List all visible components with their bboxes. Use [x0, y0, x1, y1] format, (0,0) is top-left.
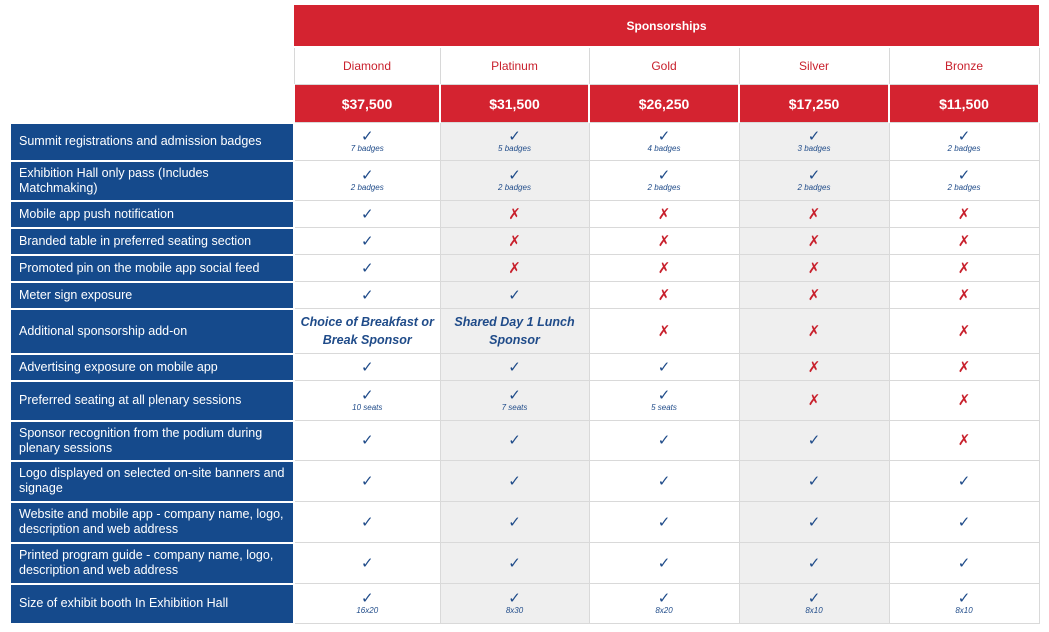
benefit-label: Printed program guide - company name, logo, description and web address [10, 543, 294, 584]
benefit-row [10, 123, 1039, 161]
quantity-note: 2 badges [947, 183, 981, 192]
tier-price-gold: $26,250 [589, 85, 739, 123]
benefit-row [10, 381, 1039, 421]
checkmark-icon: ✓ [657, 554, 671, 572]
benefit-row [10, 421, 1039, 461]
benefit-cell-bronze [889, 461, 1039, 502]
benefit-cell-bronze [889, 201, 1039, 228]
benefit-cell-diamond [294, 543, 440, 584]
addon-text: Choice of Breakfast or Break Sponsor [300, 315, 434, 347]
benefit-cell-platinum [440, 255, 589, 282]
benefit-label: Website and mobile app - company name, logo, description and web address [10, 502, 294, 543]
cross-icon: ✗ [807, 392, 821, 409]
benefit-cell-silver [739, 381, 889, 421]
benefit-label: Logo displayed on selected on-site banners and signage [10, 461, 294, 502]
benefit-cell-gold [589, 543, 739, 584]
benefit-cell-silver [739, 161, 889, 201]
benefit-cell-platinum [440, 421, 589, 461]
corner-blank [10, 5, 294, 123]
benefit-cell-silver [739, 123, 889, 161]
checkmark-icon: ✓ [807, 590, 821, 607]
checkmark-icon: ✓ [657, 432, 671, 449]
benefit-label: Additional sponsorship add-on [10, 309, 294, 354]
benefit-cell-gold [589, 461, 739, 502]
benefit-row [10, 354, 1039, 381]
checkmark-icon: ✓ [508, 513, 521, 531]
benefit-label: Sponsor recognition from the podium during plenary sessions [10, 421, 294, 461]
sponsorships-title: Sponsorships [294, 5, 1039, 47]
benefit-cell-silver [739, 201, 889, 228]
benefit-cell-silver [739, 255, 889, 282]
benefit-label: Advertising exposure on mobile app [10, 354, 294, 381]
checkmark-icon: ✓ [508, 286, 521, 304]
benefit-cell-silver [739, 461, 889, 502]
benefit-cell-diamond [294, 421, 440, 461]
checkmark-icon: ✓ [360, 554, 374, 572]
quantity-note: 3 badges [797, 144, 831, 153]
checkmark-icon: ✓ [360, 259, 374, 277]
checkmark-icon: ✓ [957, 128, 971, 145]
tier-price-platinum: $31,500 [440, 85, 589, 123]
benefit-row [10, 228, 1039, 255]
benefit-cell-platinum [440, 161, 589, 201]
benefit-cell-platinum [440, 282, 589, 309]
quantity-note: 8x10 [955, 606, 973, 615]
tier-name-silver: Silver [739, 47, 889, 85]
quantity-note: 2 badges [647, 183, 681, 192]
cross-icon: ✗ [508, 259, 521, 277]
checkmark-icon: ✓ [360, 232, 374, 250]
banner-row [10, 5, 1039, 47]
checkmark-icon: ✓ [657, 167, 671, 184]
quantity-note: 2 badges [350, 183, 384, 192]
benefit-rows [10, 123, 1039, 624]
benefit-cell-diamond [294, 228, 440, 255]
benefit-row [10, 201, 1039, 228]
benefit-cell-bronze [889, 502, 1039, 543]
checkmark-icon: ✓ [807, 432, 821, 449]
benefit-cell-bronze [889, 381, 1039, 421]
benefit-row [10, 309, 1039, 354]
checkmark-icon: ✓ [360, 432, 374, 449]
checkmark-icon: ✓ [360, 387, 374, 404]
benefit-cell-platinum [440, 461, 589, 502]
benefit-cell-gold [589, 354, 739, 381]
checkmark-icon: ✓ [508, 128, 521, 145]
cross-icon: ✗ [657, 232, 671, 250]
benefit-cell-diamond [294, 502, 440, 543]
quantity-note: 16x20 [356, 606, 379, 615]
cross-icon: ✗ [508, 232, 521, 250]
checkmark-icon: ✓ [360, 513, 374, 531]
benefit-cell-diamond [294, 282, 440, 309]
benefit-cell-diamond [294, 309, 440, 354]
benefit-cell-bronze [889, 228, 1039, 255]
cross-icon: ✗ [807, 259, 821, 277]
benefit-cell-platinum [440, 123, 589, 161]
benefit-cell-bronze [889, 354, 1039, 381]
benefit-cell-platinum [440, 584, 589, 624]
checkmark-icon: ✓ [657, 590, 671, 607]
cross-icon: ✗ [957, 259, 971, 277]
benefit-cell-bronze [889, 584, 1039, 624]
benefit-label: Meter sign exposure [10, 282, 294, 309]
benefit-cell-gold [589, 201, 739, 228]
benefit-cell-silver [739, 309, 889, 354]
benefit-row [10, 161, 1039, 201]
quantity-note: 7 seats [501, 403, 528, 412]
cross-icon: ✗ [957, 205, 971, 223]
benefit-label: Size of exhibit booth In Exhibition Hall [10, 584, 294, 624]
cross-icon: ✗ [957, 232, 971, 250]
sponsorship-table [9, 5, 1040, 625]
checkmark-icon: ✓ [957, 513, 971, 531]
benefit-label: Exhibition Hall only pass (Includes Matchmaking) [10, 161, 294, 201]
cross-icon: ✗ [657, 322, 671, 340]
benefit-cell-platinum [440, 381, 589, 421]
checkmark-icon: ✓ [807, 472, 821, 490]
benefit-cell-silver [739, 228, 889, 255]
benefit-cell-gold [589, 309, 739, 354]
benefit-cell-gold [589, 381, 739, 421]
benefit-cell-bronze [889, 123, 1039, 161]
benefit-cell-gold [589, 161, 739, 201]
checkmark-icon: ✓ [360, 590, 374, 607]
benefit-label: Branded table in preferred seating section [10, 228, 294, 255]
benefit-cell-bronze [889, 282, 1039, 309]
benefit-cell-diamond [294, 584, 440, 624]
cross-icon: ✗ [807, 322, 821, 340]
quantity-note: 7 badges [350, 144, 384, 153]
benefit-cell-platinum [440, 354, 589, 381]
benefit-cell-gold [589, 228, 739, 255]
checkmark-icon: ✓ [508, 387, 521, 404]
cross-icon: ✗ [807, 205, 821, 223]
benefit-cell-diamond [294, 461, 440, 502]
checkmark-icon: ✓ [957, 590, 971, 607]
benefit-cell-platinum [440, 309, 589, 354]
checkmark-icon: ✓ [508, 554, 521, 572]
benefit-cell-gold [589, 123, 739, 161]
checkmark-icon: ✓ [360, 358, 374, 376]
cross-icon: ✗ [957, 358, 971, 376]
checkmark-icon: ✓ [807, 128, 821, 145]
tier-price-diamond: $37,500 [294, 85, 440, 123]
cross-icon: ✗ [957, 392, 971, 409]
checkmark-icon: ✓ [508, 472, 521, 490]
cross-icon: ✗ [508, 205, 521, 223]
benefit-cell-silver [739, 421, 889, 461]
tier-name-diamond: Diamond [294, 47, 440, 85]
quantity-note: 4 badges [647, 144, 681, 153]
checkmark-icon: ✓ [957, 167, 971, 184]
tier-name-bronze: Bronze [889, 47, 1039, 85]
benefit-cell-silver [739, 502, 889, 543]
quantity-note: 8x30 [505, 606, 524, 615]
tier-name-gold: Gold [589, 47, 739, 85]
benefit-cell-bronze [889, 543, 1039, 584]
checkmark-icon: ✓ [657, 513, 671, 531]
cross-icon: ✗ [657, 259, 671, 277]
benefit-cell-gold [589, 255, 739, 282]
cross-icon: ✗ [807, 358, 821, 376]
quantity-note: 8x20 [655, 606, 673, 615]
quantity-note: 8x10 [805, 606, 823, 615]
benefit-label: Promoted pin on the mobile app social feed [10, 255, 294, 282]
cross-icon: ✗ [807, 286, 821, 304]
benefit-row [10, 255, 1039, 282]
checkmark-icon: ✓ [360, 286, 374, 304]
benefit-cell-diamond [294, 381, 440, 421]
checkmark-icon: ✓ [807, 167, 821, 184]
benefit-row [10, 543, 1039, 584]
checkmark-icon: ✓ [360, 205, 374, 223]
checkmark-icon: ✓ [508, 358, 521, 376]
quantity-note: 2 badges [498, 183, 531, 192]
checkmark-icon: ✓ [657, 358, 671, 376]
benefit-cell-diamond [294, 123, 440, 161]
benefit-cell-diamond [294, 255, 440, 282]
tier-price-silver: $17,250 [739, 85, 889, 123]
cross-icon: ✗ [657, 205, 671, 223]
checkmark-icon: ✓ [657, 387, 671, 404]
tier-price-bronze: $11,500 [889, 85, 1039, 123]
benefit-cell-diamond [294, 354, 440, 381]
benefit-cell-bronze [889, 309, 1039, 354]
benefit-cell-platinum [440, 228, 589, 255]
benefit-row [10, 461, 1039, 502]
cross-icon: ✗ [957, 322, 971, 340]
benefit-cell-silver [739, 354, 889, 381]
quantity-note: 2 badges [797, 183, 831, 192]
benefit-cell-bronze [889, 255, 1039, 282]
benefit-cell-silver [739, 282, 889, 309]
checkmark-icon: ✓ [807, 554, 821, 572]
benefit-cell-diamond [294, 161, 440, 201]
quantity-note: 5 seats [651, 403, 677, 412]
benefit-row [10, 502, 1039, 543]
tier-name-platinum: Platinum [440, 47, 589, 85]
checkmark-icon: ✓ [957, 554, 971, 572]
benefit-cell-gold [589, 502, 739, 543]
checkmark-icon: ✓ [360, 472, 374, 490]
cross-icon: ✗ [657, 286, 671, 304]
benefit-cell-gold [589, 282, 739, 309]
benefit-cell-bronze [889, 161, 1039, 201]
checkmark-icon: ✓ [508, 432, 521, 449]
checkmark-icon: ✓ [957, 472, 971, 490]
quantity-note: 5 badges [498, 144, 531, 153]
benefit-row [10, 282, 1039, 309]
checkmark-icon: ✓ [508, 590, 521, 607]
benefit-row [10, 584, 1039, 624]
benefit-cell-silver [739, 584, 889, 624]
benefit-cell-platinum [440, 201, 589, 228]
quantity-note: 10 seats [352, 403, 383, 412]
benefit-cell-gold [589, 584, 739, 624]
benefit-cell-silver [739, 543, 889, 584]
quantity-note: 2 badges [947, 144, 981, 153]
cross-icon: ✗ [807, 232, 821, 250]
checkmark-icon: ✓ [360, 128, 374, 145]
checkmark-icon: ✓ [508, 167, 521, 184]
cross-icon: ✗ [957, 432, 971, 449]
checkmark-icon: ✓ [360, 167, 374, 184]
benefit-label: Preferred seating at all plenary sessions [10, 381, 294, 421]
cross-icon: ✗ [957, 286, 971, 304]
checkmark-icon: ✓ [657, 472, 671, 490]
benefit-label: Summit registrations and admission badges [10, 123, 294, 161]
benefit-cell-platinum [440, 502, 589, 543]
benefit-cell-gold [589, 421, 739, 461]
checkmark-icon: ✓ [657, 128, 671, 145]
benefit-cell-diamond [294, 201, 440, 228]
checkmark-icon: ✓ [807, 513, 821, 531]
addon-text: Shared Day 1 Lunch Sponsor [454, 315, 575, 347]
benefit-cell-bronze [889, 421, 1039, 461]
benefit-cell-platinum [440, 543, 589, 584]
benefit-label: Mobile app push notification [10, 201, 294, 228]
